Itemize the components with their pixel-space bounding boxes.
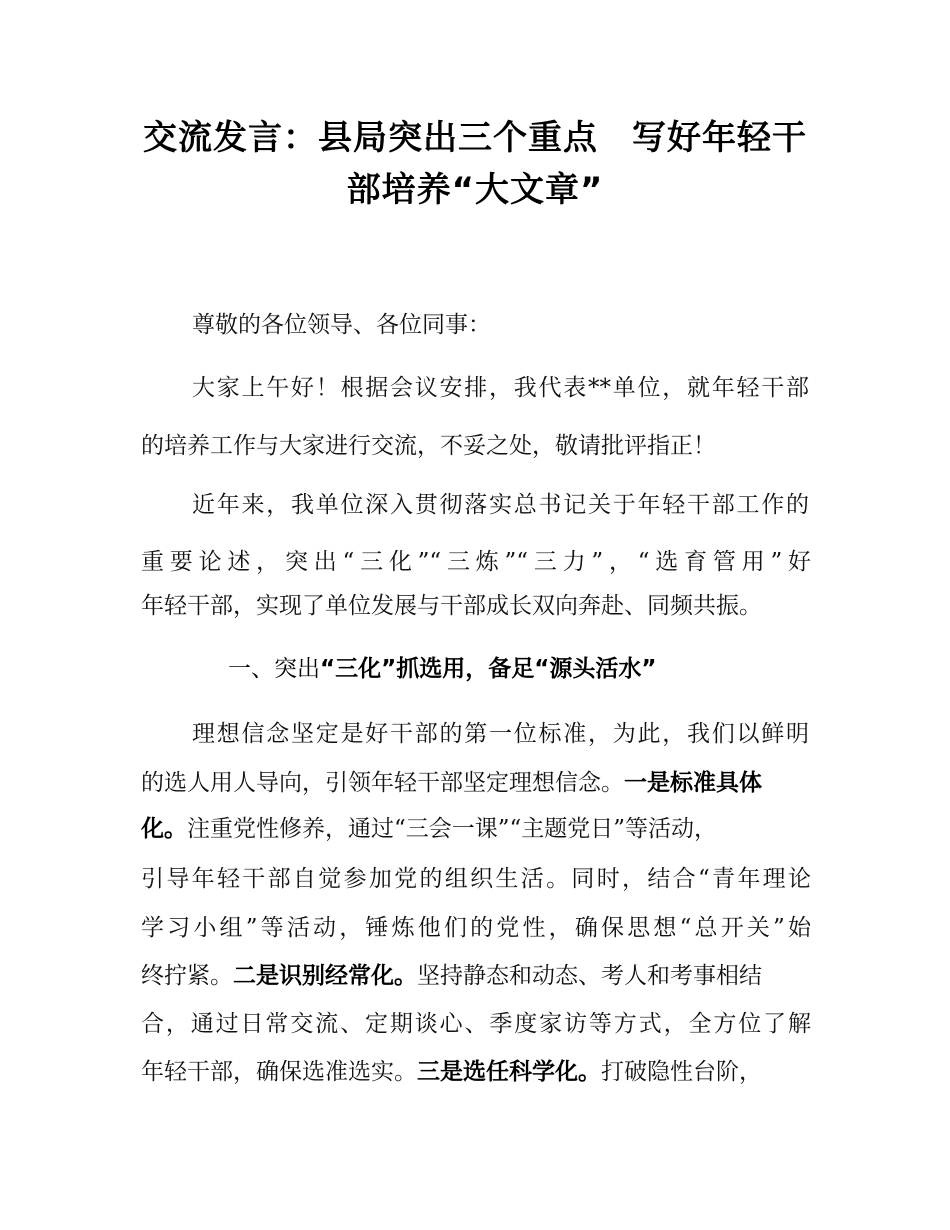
paragraph-3-line-6 <box>141 961 811 991</box>
paragraph-3-line-1-text: 理想信念坚定是好干部的第一位标准，为此，我们以鲜明 <box>192 721 809 747</box>
point-one-heading-end: 化。 <box>141 816 187 842</box>
paragraph-3-line-5 <box>141 913 811 943</box>
paragraph-3-line-6-plain-2: 坚持静态和动态、考人和考事相结 <box>417 963 762 989</box>
document-title-part-2: 写好年轻干 <box>632 118 807 158</box>
document-title-part-1: 交流发言：县局突出三个重点 <box>143 118 598 158</box>
section-heading-text: “三化”抓选用，备足“源头活水” <box>320 656 657 682</box>
paragraph-3-line-7-text: 合，通过日常交流、定期谈心、季度家访等方式，全方位了解 <box>141 1011 811 1037</box>
section-heading-1 <box>228 654 788 684</box>
paragraph-3-line-1 <box>192 719 809 749</box>
paragraph-2-line-3: 年轻干部，实现了单位发展与干部成长双向奔赴、同频共振。 <box>141 593 762 619</box>
paragraph-3-line-7 <box>141 1009 811 1039</box>
section-heading-prefix: 一、突出 <box>228 656 320 682</box>
paragraph-3-line-3-plain: 注重党性修养，通过“三会一课”“主题党日”等活动， <box>187 816 718 842</box>
paragraph-2-line-2 <box>141 547 811 577</box>
paragraph-3-line-2-plain: 的选人用人导向，引领年轻干部坚定理想信念。 <box>141 770 624 796</box>
paragraph-3-line-6-plain-1: 终拧紧。 <box>141 963 233 989</box>
paragraph-3-line-8-plain-2: 打破隐性台阶， <box>601 1059 762 1085</box>
paragraph-3-line-8 <box>141 1057 811 1087</box>
point-three-heading: 三是选任科学化。 <box>417 1059 601 1085</box>
paragraph-1-line-2: 的培养工作与大家进行交流，不妥之处，敬请批评指正！ <box>141 433 716 459</box>
document-title-line-1 <box>140 116 810 160</box>
paragraph-3-line-4-text: 引导年轻干部自觉参加党的组织生活。同时，结合“青年理论 <box>141 866 811 892</box>
paragraph-3-line-8-plain-1: 年轻干部，确保选准选实。 <box>141 1059 417 1085</box>
point-two-heading: 二是识别经常化。 <box>233 963 417 989</box>
paragraph-1-line-1-text: 大家上午好！根据会议安排，我代表**单位，就年轻干部 <box>192 375 809 401</box>
point-one-heading: 一是标准具体 <box>624 770 762 796</box>
paragraph-2-line-1 <box>192 490 809 520</box>
paragraph-2-line-2-text: 重要论述，突出“三化”“三炼”“三力”，“选育管用”好 <box>141 549 811 575</box>
paragraph-3-line-2 <box>141 768 811 798</box>
document-title-line-2: 部培养“大文章” <box>346 170 604 210</box>
salutation: 尊敬的各位领导、各位同事： <box>192 312 491 338</box>
paragraph-3-line-5-text: 学习小组”等活动，锤炼他们的党性，确保思想“总开关”始 <box>141 915 811 941</box>
paragraph-3-line-3 <box>141 814 811 844</box>
paragraph-2-line-1-text: 近年来，我单位深入贯彻落实总书记关于年轻干部工作的 <box>192 492 809 518</box>
paragraph-1-line-1 <box>192 373 809 403</box>
paragraph-3-line-4 <box>141 864 811 894</box>
